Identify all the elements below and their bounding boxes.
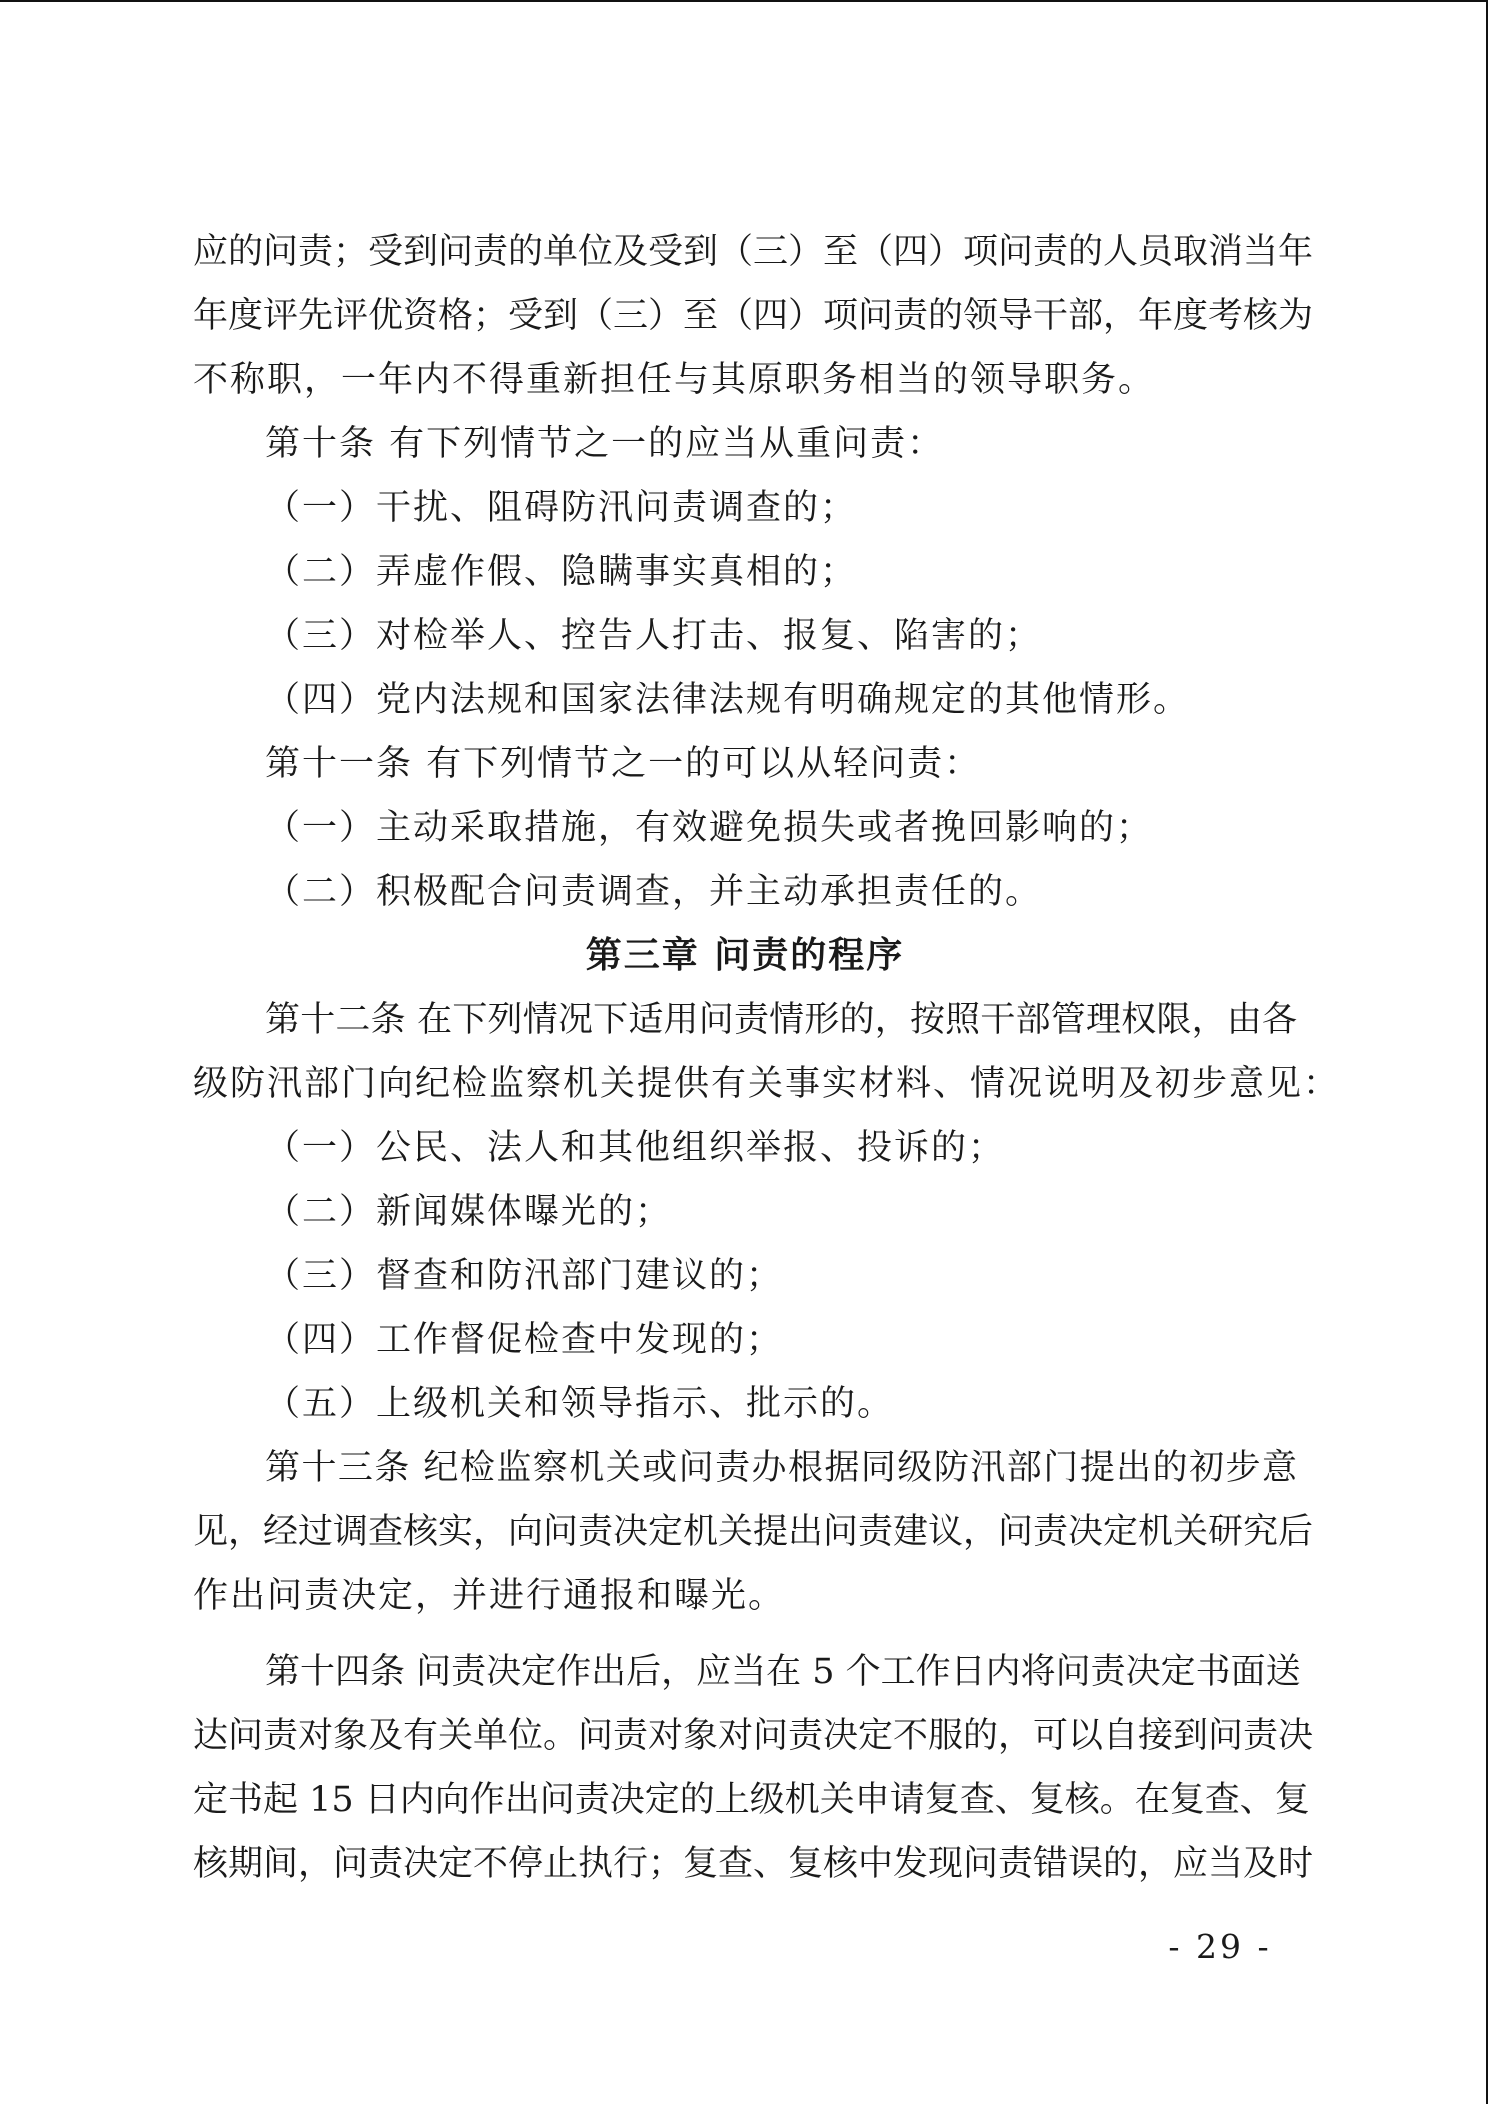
article-10-title: 第十条 有下列情节之一的应当从重问责： <box>265 424 945 464</box>
list-item: （四）工作督促检查中发现的； <box>265 1320 784 1360</box>
article-13-text: 第十三条 纪检监察机关或问责办根据同级防汛部门提出的初步意 <box>265 1448 1297 1488</box>
paragraph-gap <box>193 1628 1297 1640</box>
list-item: （一）公民、法人和其他组织举报、投诉的； <box>265 1128 1006 1168</box>
list-item: （五）上级机关和领导指示、批示的。 <box>265 1384 895 1424</box>
list-item: （三）对检举人、控告人打击、报复、陷害的； <box>265 616 1043 656</box>
text-line: 作出问责决定，并进行通报和曝光。 <box>193 1576 786 1616</box>
list-item: （一）干扰、阻碍防汛问责调查的； <box>265 488 858 528</box>
text-line: 达问责对象及有关单位。问责对象对问责决定不服的，可以自接到问责决 <box>193 1716 1314 1756</box>
text-line: 定书起 15 日内向作出问责决定的上级机关申请复查、复核。在复查、复 <box>193 1780 1310 1820</box>
chapter-heading: 第三章 问责的程序 <box>585 935 905 976</box>
text-line: 见，经过调查核实，向问责决定机关提出问责建议，问责决定机关研究后 <box>193 1512 1314 1552</box>
text-line: 级防汛部门向纪检监察机关提供有关事实材料、情况说明及初步意见： <box>193 1064 1341 1104</box>
list-item: （三）督查和防汛部门建议的； <box>265 1256 784 1296</box>
list-item: （二）积极配合问责调查，并主动承担责任的。 <box>265 872 1043 912</box>
text-line: 不称职，一年内不得重新担任与其原职务相当的领导职务。 <box>193 360 1156 400</box>
list-item: （二）新闻媒体曝光的； <box>265 1192 673 1232</box>
text-line: 应的问责；受到问责的单位及受到（三）至（四）项问责的人员取消当年 <box>193 232 1314 272</box>
text-line: 核期间，问责决定不停止执行；复查、复核中发现问责错误的，应当及时 <box>193 1844 1314 1884</box>
list-item: （一）主动采取措施，有效避免损失或者挽回影响的； <box>265 808 1154 848</box>
article-11-title: 第十一条 有下列情节之一的可以从轻问责： <box>265 744 982 784</box>
page-number: - 29 - <box>1168 1927 1272 1966</box>
text-line: 年度评先评优资格；受到（三）至（四）项问责的领导干部，年度考核为 <box>193 296 1314 336</box>
document-body <box>193 220 1341 1896</box>
list-item: （四）党内法规和国家法律法规有明确规定的其他情形。 <box>265 680 1191 720</box>
article-12-text: 第十二条 在下列情况下适用问责情形的，按照干部管理权限，由各 <box>265 1000 1297 1040</box>
article-14-text: 第十四条 问责决定作出后，应当在 5 个工作日内将问责决定书面送 <box>265 1652 1301 1692</box>
list-item: （二）弄虚作假、隐瞒事实真相的； <box>265 552 858 592</box>
